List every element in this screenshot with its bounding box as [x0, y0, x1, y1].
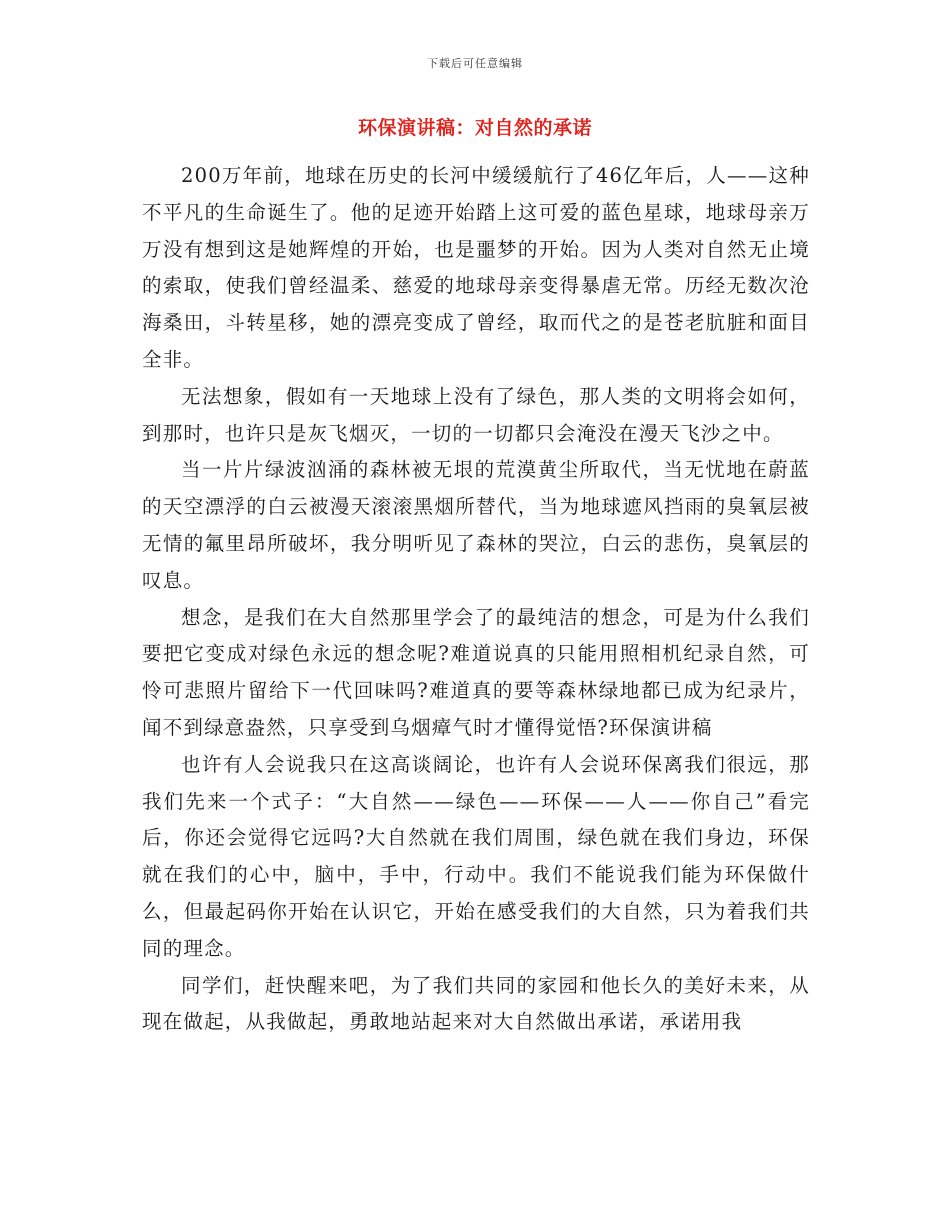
paragraph: 无法想象，假如有一天地球上没有了绿色，那人类的文明将会如何，到那时，也许只是灰飞烟灭，一切的一切都只会淹没在漫天飞沙之中。 [142, 384, 810, 445]
document-body [142, 158, 810, 1041]
header-note: 下载后可任意编辑 [427, 57, 523, 70]
paragraph: 想念，是我们在大自然那里学会了的最纯洁的想念，可是为什么我们要把它变成对绿色永远的想念呢?难道说真的只能用照相机纪录自然，可怜可悲照片留给下一代回味吗?难道真的要等森林绿地都已成为纪录片，闻不到绿意盎然，只享受到乌烟瘴气时才懂得觉悟?环保演讲稿 [142, 605, 810, 739]
paragraph: 也许有人会说我只在这高谈阔论，也许有人会说环保离我们很远，那我们先来一个式子：“大自然——绿色——环保——人——你自己”看完后，你还会觉得它远吗?大自然就在我们周围，绿色就在我们身边，环保就在我们的心中，脑中，手中，行动中。我们不能说我们能为环保做什么，但最起码你开始在认识它，开始在感受我们的大自然，只为着我们共同的理念。 [142, 752, 810, 960]
paragraph: 同学们，赶快醒来吧，为了我们共同的家园和他长久的美好未来，从现在做起，从我做起，勇敢地站起来对大自然做出承诺，承诺用我 [142, 973, 810, 1034]
document-title: 环保演讲稿：对自然的承诺 [357, 117, 592, 139]
paragraph: 当一片片绿波汹涌的森林被无垠的荒漠黄尘所取代，当无忧地在蔚蓝的天空漂浮的白云被漫天滚滚黑烟所替代，当为地球遮风挡雨的臭氧层被无情的氟里昂所破坏，我分明听见了森林的哭泣，白云的悲伤，臭氧层的叹息。 [142, 458, 810, 592]
paragraph: 200万年前，地球在历史的长河中缓缓航行了46亿年后，人——这种不平凡的生命诞生了。他的足迹开始踏上这可爱的蓝色星球，地球母亲万万没有想到这是她辉煌的开始，也是噩梦的开始。因为人类对自然无止境的索取，使我们曾经温柔、慈爱的地球母亲变得暴虐无常。历经无数次沧海桑田，斗转星移，她的漂亮变成了曾经，取而代之的是苍老肮脏和面目全非。 [142, 164, 810, 371]
